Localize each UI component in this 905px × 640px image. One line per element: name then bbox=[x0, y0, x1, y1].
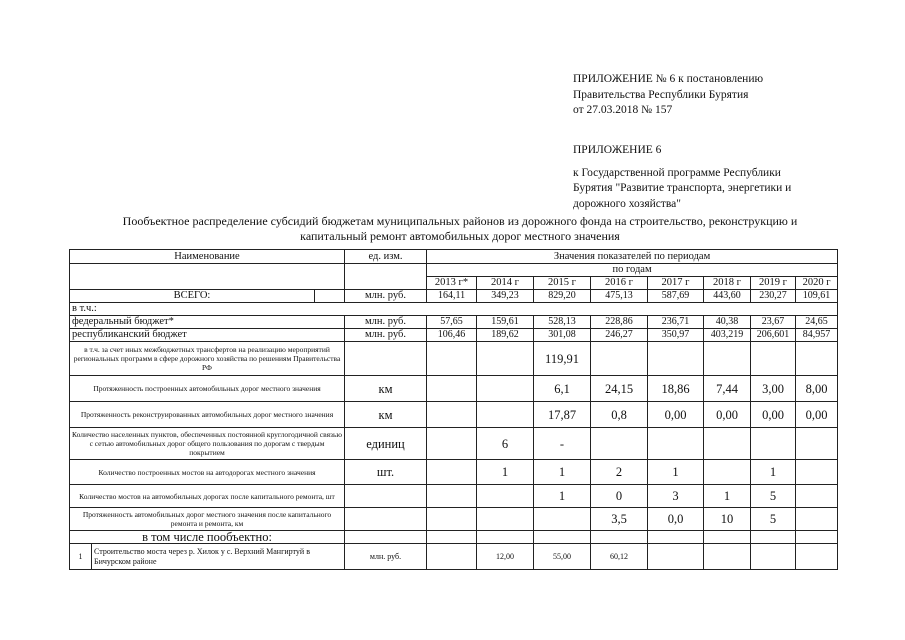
header-name: Наименование bbox=[70, 250, 345, 264]
decree-appendix-line: ПРИЛОЖЕНИЕ № 6 к постановлению bbox=[573, 73, 764, 85]
header-unit: ед. изм. bbox=[345, 250, 427, 264]
program-appendix-line: Бурятия "Развитие транспорта, энергетики и bbox=[573, 182, 792, 194]
cell-value bbox=[534, 508, 591, 531]
program-appendix-line: ПРИЛОЖЕНИЕ 6 bbox=[573, 144, 662, 156]
cell-value: 0,00 bbox=[704, 402, 751, 428]
cell-value bbox=[796, 508, 838, 531]
cell-value: 230,27 bbox=[751, 290, 796, 303]
row-name: Протяженность реконструированных автомобильных дорог местного значения bbox=[70, 402, 345, 428]
title-line: капитальный ремонт автомобильных дорог местного значения bbox=[300, 229, 620, 243]
cell-value: 1 bbox=[534, 485, 591, 508]
cell-value: 3 bbox=[648, 485, 704, 508]
table-row bbox=[70, 428, 838, 460]
cell-value: 57,65 bbox=[427, 316, 477, 329]
table-row bbox=[70, 460, 838, 485]
year-header: 2015 г bbox=[534, 277, 591, 290]
table-row bbox=[70, 402, 838, 428]
table-row bbox=[70, 303, 838, 316]
row-unit: млн. руб. bbox=[345, 544, 427, 570]
cell-value: 236,71 bbox=[648, 316, 704, 329]
table-row bbox=[70, 342, 838, 376]
cell-value bbox=[591, 428, 648, 460]
cell-value: 1 bbox=[751, 460, 796, 485]
row-name: ВСЕГО: bbox=[70, 290, 315, 303]
year-header: 2014 г bbox=[477, 277, 534, 290]
cell-value: 1 bbox=[477, 460, 534, 485]
row-unit: км bbox=[345, 376, 427, 402]
cell-value bbox=[427, 376, 477, 402]
cell-value bbox=[477, 342, 534, 376]
cell-value: 0,00 bbox=[751, 402, 796, 428]
cell-value: 587,69 bbox=[648, 290, 704, 303]
cell-value: 349,23 bbox=[477, 290, 534, 303]
cell-value: 40,38 bbox=[704, 316, 751, 329]
cell-value: 228,86 bbox=[591, 316, 648, 329]
row-unit: км bbox=[345, 402, 427, 428]
row-name: Количество населенных пунктов, обеспеченных постоянной круглогодичной связью с сетью автомобильных дорог общего пользования по дорогам с твердым покрытием bbox=[70, 428, 345, 460]
cell-value: 17,87 bbox=[534, 402, 591, 428]
row-name: Протяженность автомобильных дорог местного значения после капитального ремонта и ремонта, км bbox=[70, 508, 345, 531]
cell-value: 23,67 bbox=[751, 316, 796, 329]
cell-value: 0,8 bbox=[591, 402, 648, 428]
cell-value: 0,00 bbox=[648, 402, 704, 428]
header-by-years: по годам bbox=[427, 264, 838, 277]
cell-value: 1 bbox=[704, 485, 751, 508]
cell-value: 2 bbox=[591, 460, 648, 485]
document-title bbox=[60, 214, 860, 244]
title-line: Пообъектное распределение субсидий бюджетам муниципальных районов из дорожного фонда на строительство, реконструкцию и bbox=[122, 214, 798, 228]
year-header: 2016 г bbox=[591, 277, 648, 290]
cell-value: 119,91 bbox=[534, 342, 591, 376]
cell-value: 350,97 bbox=[648, 329, 704, 342]
cell-value: 443,60 bbox=[704, 290, 751, 303]
cell-value: 1 bbox=[534, 460, 591, 485]
row-unit: млн. руб. bbox=[345, 316, 427, 329]
cell-value bbox=[427, 402, 477, 428]
cell-value: 1 bbox=[648, 460, 704, 485]
row-name: в том числе пообъектно: bbox=[70, 531, 345, 544]
cell-value bbox=[648, 544, 704, 570]
cell-value: 159,61 bbox=[477, 316, 534, 329]
cell-value: 5 bbox=[751, 508, 796, 531]
cell-value: 18,86 bbox=[648, 376, 704, 402]
cell-value bbox=[751, 342, 796, 376]
cell-value: 475,13 bbox=[591, 290, 648, 303]
year-header: 2013 г* bbox=[427, 277, 477, 290]
year-header: 2017 г bbox=[648, 277, 704, 290]
row-name: в т.ч.: bbox=[70, 303, 838, 316]
row-name: Строительство моста через р. Хилок у с. Верхний Мангиртуй в Бичурском районе bbox=[92, 544, 345, 570]
cell-value bbox=[796, 460, 838, 485]
cell-value bbox=[704, 460, 751, 485]
cell-value bbox=[477, 376, 534, 402]
table-row bbox=[70, 316, 838, 329]
cell-value: 6,1 bbox=[534, 376, 591, 402]
cell-value: - bbox=[534, 428, 591, 460]
cell-value: 10 bbox=[704, 508, 751, 531]
cell-value: 403,219 bbox=[704, 329, 751, 342]
cell-value bbox=[751, 544, 796, 570]
cell-value bbox=[427, 485, 477, 508]
cell-value: 12,00 bbox=[477, 544, 534, 570]
cell-value bbox=[796, 544, 838, 570]
cell-value bbox=[427, 428, 477, 460]
row-name: Количество построенных мостов на автодорогах местного значения bbox=[70, 460, 345, 485]
cell-value: 0 bbox=[591, 485, 648, 508]
cell-value: 7,44 bbox=[704, 376, 751, 402]
cell-value: 24,15 bbox=[591, 376, 648, 402]
cell-value bbox=[704, 428, 751, 460]
header-row bbox=[70, 250, 838, 264]
cell-value bbox=[796, 428, 838, 460]
year-header: 2020 г bbox=[796, 277, 838, 290]
cell-value: 0,0 bbox=[648, 508, 704, 531]
row-unit: единиц bbox=[345, 428, 427, 460]
cell-value bbox=[704, 342, 751, 376]
cell-value: 106,46 bbox=[427, 329, 477, 342]
cell-value: 3,5 bbox=[591, 508, 648, 531]
cell-value: 84,957 bbox=[796, 329, 838, 342]
cell-value: 829,20 bbox=[534, 290, 591, 303]
cell-value: 8,00 bbox=[796, 376, 838, 402]
cell-value: 24,65 bbox=[796, 316, 838, 329]
cell-value: 5 bbox=[751, 485, 796, 508]
table-row bbox=[70, 290, 838, 303]
subsidy-table bbox=[69, 249, 838, 570]
cell-value: 189,62 bbox=[477, 329, 534, 342]
header-row bbox=[70, 264, 838, 277]
decree-appendix-line: Правительства Республики Бурятия bbox=[573, 88, 749, 101]
cell-value: 60,12 bbox=[591, 544, 648, 570]
decree-appendix-line: от 27.03.2018 № 157 bbox=[573, 104, 673, 116]
program-appendix-header bbox=[573, 143, 791, 212]
cell-value: 0,00 bbox=[796, 402, 838, 428]
row-name: Протяженность построенных автомобильных дорог местного значения bbox=[70, 376, 345, 402]
cell-value: 301,08 bbox=[534, 329, 591, 342]
row-name: федеральный бюджет* bbox=[70, 316, 345, 329]
row-name: республиканский бюджет bbox=[70, 329, 345, 342]
cell-value: 3,00 bbox=[751, 376, 796, 402]
table-row bbox=[70, 329, 838, 342]
cell-value bbox=[751, 428, 796, 460]
cell-value: 164,11 bbox=[427, 290, 477, 303]
cell-value bbox=[591, 342, 648, 376]
cell-value bbox=[648, 342, 704, 376]
row-unit: млн. руб. bbox=[345, 329, 427, 342]
program-appendix-line: к Государственной программе Республики bbox=[573, 166, 781, 179]
cell-value bbox=[796, 342, 838, 376]
table-row bbox=[70, 544, 838, 570]
cell-value bbox=[477, 402, 534, 428]
year-header: 2019 г bbox=[751, 277, 796, 290]
cell-value: 6 bbox=[477, 428, 534, 460]
year-header: 2018 г bbox=[704, 277, 751, 290]
table-row bbox=[70, 531, 838, 544]
cell-value: 55,00 bbox=[534, 544, 591, 570]
cell-value: 206,601 bbox=[751, 329, 796, 342]
program-appendix-line: дорожного хозяйства" bbox=[573, 197, 681, 210]
row-name: Количество мостов на автомобильных дорогах после капитального ремонта, шт bbox=[70, 485, 345, 508]
header-years-row bbox=[70, 277, 838, 290]
header-values-by-period: Значения показателей по периодам bbox=[427, 250, 838, 264]
cell-value bbox=[427, 460, 477, 485]
cell-value: 246,27 bbox=[591, 329, 648, 342]
cell-value bbox=[427, 342, 477, 376]
table-row bbox=[70, 508, 838, 531]
row-unit: шт. bbox=[345, 460, 427, 485]
cell-value bbox=[704, 544, 751, 570]
cell-value bbox=[648, 428, 704, 460]
row-unit: млн. руб. bbox=[345, 290, 427, 303]
cell-value bbox=[427, 544, 477, 570]
decree-appendix-header bbox=[573, 72, 763, 119]
cell-value: 109,61 bbox=[796, 290, 838, 303]
cell-value: 528,13 bbox=[534, 316, 591, 329]
cell-value bbox=[477, 508, 534, 531]
table-row bbox=[70, 376, 838, 402]
table-row bbox=[70, 485, 838, 508]
row-number: 1 bbox=[70, 544, 92, 570]
cell-value bbox=[427, 508, 477, 531]
cell-value bbox=[477, 485, 534, 508]
cell-value bbox=[796, 485, 838, 508]
row-name: в т.ч. за счет иных межбюджетных трансфертов на реализацию мероприятий региональных программ в сфере дорожного хозяйства по решениям Правительства РФ bbox=[70, 342, 345, 376]
